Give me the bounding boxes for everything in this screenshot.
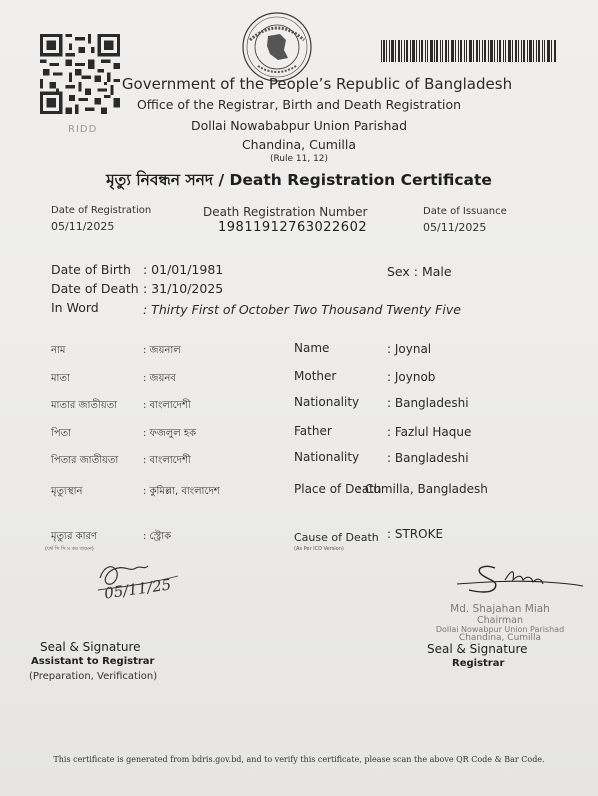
cause-bn-note: (যর্থ সি সি ম কর জমেন): [45, 546, 94, 552]
en-label: Name: [294, 341, 330, 355]
government-title: Government of the People’s Republic of Bangladesh: [121, 75, 513, 93]
registration-date-value: 05/11/2025: [51, 220, 115, 233]
en-value: : Fazlul Haque: [387, 425, 472, 439]
en-value: : Cumilla, Bangladesh: [357, 482, 488, 496]
office-name: Office of the Registrar, Birth and Death Registration: [136, 97, 462, 112]
cause-en-value: : STROKE: [387, 527, 444, 541]
registrar-role: Registrar: [452, 658, 505, 669]
bn-value: : জয়নব: [143, 373, 176, 384]
rule-reference: (Rule 11, 12): [269, 154, 329, 164]
en-label: Father: [294, 424, 332, 438]
en-value: : Bangladeshi: [387, 396, 469, 410]
bn-value: : জয়নাল: [143, 345, 181, 356]
registration-date-label: Date of Registration: [51, 205, 152, 216]
in-word-label: In Word: [51, 300, 99, 315]
cause-en-label: Cause of Death: [294, 531, 379, 544]
death-date-value: : 31/10/2025: [143, 281, 224, 296]
location-name: Chandina, Cumilla: [241, 137, 357, 152]
bn-label: মৃত্যুস্থান: [51, 486, 83, 497]
bn-label: মাতা: [51, 373, 70, 384]
birth-date-value: : 01/01/1981: [143, 262, 224, 277]
sex-field: Sex : Male: [387, 264, 452, 279]
issuance-date-value: 05/11/2025: [423, 221, 487, 234]
bn-value: : বাংলাদেশী: [143, 400, 191, 411]
chairman-org: Dollai Nowabpur Union Parishad: [435, 625, 565, 634]
assistant-role: Assistant to Registrar: [31, 656, 155, 667]
bn-label: পিতার জাতীয়তা: [51, 455, 119, 466]
bn-value: : ফজলুল হক: [143, 428, 197, 439]
assistant-note: (Preparation, Verification): [29, 671, 158, 682]
cause-bn-label: মৃত্যুর কারণ: [51, 531, 98, 542]
en-label: Nationality: [294, 450, 360, 464]
assistant-seal-label: Seal & Signature: [40, 640, 141, 654]
en-label: Mother: [294, 369, 337, 383]
bn-label: পিতা: [51, 428, 72, 439]
registrar-seal-label: Seal & Signature: [427, 642, 528, 656]
government-seal-icon: [240, 10, 314, 84]
en-label: Nationality: [294, 395, 360, 409]
registration-number-label: Death Registration Number: [203, 205, 368, 219]
bn-value: : কুমিল্লা, বাংলাদেশ: [143, 486, 220, 497]
chairman-name: Md. Shajahan Miah: [450, 603, 550, 615]
handwritten-signature-icon: [455, 560, 585, 602]
chairman-place: Chandina, Cumilla: [458, 633, 542, 643]
en-value: : Joynal: [387, 342, 432, 356]
assistant-handwritten-date: 05/11/25: [103, 575, 173, 603]
en-label: Place of Death: [294, 482, 382, 496]
issuance-date-label: Date of Issuance: [423, 206, 507, 217]
bn-label: মাতার জাতীয়তা: [51, 400, 118, 411]
certificate-title: মৃত্যু নিবন্ধন সনদ / Death Registration Certificate: [106, 171, 492, 189]
birth-date-label: Date of Birth: [51, 262, 131, 277]
bn-label: নাম: [51, 345, 66, 356]
barcode-icon: [381, 40, 557, 62]
cause-bn-value: : স্ট্রোক: [143, 531, 172, 542]
bn-value: : বাংলাদেশী: [143, 455, 191, 466]
chairman-title: Chairman: [477, 615, 523, 626]
qr-caption: RIDD: [68, 124, 98, 135]
en-value: : Bangladeshi: [387, 451, 469, 465]
registration-number-value: 19811912763022602: [218, 220, 368, 235]
footer-note: This certificate is generated from bdris.gov.bd, and to verify this certificate, please scan the above QR Code & Bar Code.: [53, 755, 545, 764]
death-date-label: Date of Death: [51, 281, 139, 296]
union-name: Dollai Nowababpur Union Parishad: [190, 118, 408, 133]
in-word-value: : Thirty First of October Two Thousand Twenty Five: [143, 302, 461, 317]
cause-en-note: (As Per ICD Version): [294, 546, 344, 552]
en-value: : Joynob: [387, 370, 436, 384]
